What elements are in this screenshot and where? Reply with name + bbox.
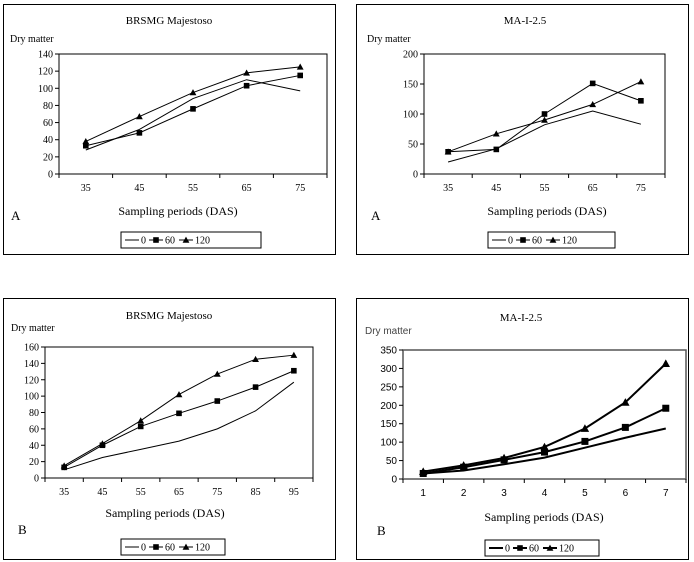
legend [488, 232, 615, 248]
data-point-60 [253, 384, 259, 390]
chart-svg-1 [357, 5, 690, 256]
x-tick-label: 65 [241, 183, 252, 194]
data-point-120 [137, 417, 144, 423]
legend-label-120: 120 [559, 543, 574, 555]
x-tick-label: 6 [622, 488, 629, 499]
data-point-60 [494, 147, 500, 153]
y-tick-label: 60 [43, 118, 53, 130]
y-tick-label: 0 [391, 474, 397, 486]
data-point-60 [590, 81, 596, 87]
x-tick-label: 45 [97, 487, 108, 498]
x-tick-label: 3 [501, 488, 507, 499]
chart-title: MA-I-2.5 [499, 312, 543, 324]
y-tick-label: 350 [380, 345, 397, 357]
data-point-60 [214, 398, 220, 404]
data-point-60 [638, 98, 644, 104]
data-point-60 [176, 411, 182, 417]
series-line-60 [423, 408, 666, 473]
y-tick-label: 50 [385, 456, 397, 468]
legend-label-60: 60 [532, 235, 542, 247]
data-point-60 [137, 130, 143, 136]
data-point-120 [290, 352, 297, 358]
y-tick-label: 100 [24, 391, 39, 403]
y-axis-label: Dry matter [11, 323, 55, 334]
chart-title: MA-I-2.5 [503, 15, 547, 27]
chart-svg-2 [4, 299, 337, 561]
legend [121, 539, 225, 555]
x-axis-label: Sampling periods (DAS) [105, 506, 225, 520]
series-line-60 [64, 371, 294, 468]
legend-label-120: 120 [562, 235, 577, 247]
y-tick-label: 160 [24, 342, 39, 354]
data-point-120 [589, 101, 596, 107]
data-point-120 [662, 359, 670, 367]
legend-label-60: 60 [165, 542, 175, 554]
x-tick-label: 55 [135, 487, 146, 498]
chart-panel-b-ma [356, 298, 689, 560]
x-tick-label: 35 [80, 183, 91, 194]
x-tick-label: 95 [288, 487, 299, 498]
y-tick-label: 100 [38, 83, 53, 95]
x-tick-label: 55 [188, 183, 198, 194]
x-axis-label: Sampling periods (DAS) [484, 510, 604, 524]
y-tick-label: 100 [380, 437, 397, 449]
y-tick-label: 300 [380, 363, 397, 375]
y-tick-label: 150 [403, 79, 418, 91]
legend-label-0: 0 [141, 235, 146, 247]
data-point-120 [190, 89, 197, 95]
data-point-120 [176, 391, 183, 397]
chart-panel-b-majestoso [3, 298, 336, 560]
y-axis-label: Dry matter [10, 34, 54, 45]
x-tick-label: 75 [635, 183, 646, 194]
y-tick-label: 80 [43, 100, 53, 112]
data-point-60 [662, 405, 669, 412]
legend-label-0: 0 [141, 542, 146, 554]
y-tick-label: 20 [43, 152, 53, 164]
series-line-120 [64, 355, 294, 466]
y-tick-label: 60 [29, 424, 39, 436]
y-tick-label: 140 [38, 49, 53, 61]
data-point-60 [291, 368, 297, 374]
legend-marker-60 [520, 237, 526, 243]
plot-area [403, 350, 686, 479]
legend [485, 540, 599, 556]
x-tick-label: 75 [212, 487, 223, 498]
legend-label-0: 0 [508, 235, 513, 247]
x-tick-label: 7 [663, 488, 669, 499]
data-point-120 [214, 371, 221, 377]
series-60 [61, 368, 296, 470]
y-tick-label: 200 [380, 400, 397, 412]
y-tick-label: 150 [380, 419, 397, 431]
y-tick-label: 20 [29, 457, 39, 469]
x-tick-label: 55 [539, 183, 550, 194]
data-point-120 [638, 78, 645, 84]
data-point-60 [297, 73, 303, 79]
x-tick-label: 35 [443, 183, 454, 194]
chart-title: BRSMG Majestoso [125, 310, 213, 322]
y-tick-label: 120 [24, 375, 39, 387]
x-tick-label: 85 [250, 487, 261, 498]
legend-marker-60 [517, 545, 523, 551]
y-tick-label: 40 [29, 440, 39, 452]
legend-label-0: 0 [505, 543, 510, 555]
y-tick-label: 0 [34, 473, 39, 485]
panel-label: A [11, 208, 21, 223]
x-tick-label: 4 [541, 488, 548, 499]
y-tick-label: 50 [408, 139, 418, 151]
legend [121, 232, 261, 248]
x-tick-label: 65 [174, 487, 184, 498]
legend-label-120: 120 [195, 235, 210, 247]
data-point-60 [190, 106, 196, 112]
y-tick-label: 140 [24, 358, 39, 370]
y-axis-label: Dry matter [365, 326, 412, 337]
y-tick-label: 120 [38, 66, 53, 78]
panel-label: A [371, 208, 381, 223]
data-point-60 [581, 438, 588, 445]
chart-svg-3 [357, 299, 690, 561]
y-tick-label: 0 [413, 169, 418, 181]
x-axis-label: Sampling periods (DAS) [487, 204, 607, 218]
data-point-120 [82, 138, 89, 144]
legend-marker-60 [153, 237, 159, 243]
chart-svg-0 [4, 5, 337, 256]
panel-label: B [377, 523, 386, 538]
y-tick-label: 80 [29, 408, 39, 419]
y-tick-label: 40 [43, 135, 53, 147]
data-point-60 [542, 111, 548, 117]
data-point-60 [244, 83, 250, 89]
panel-label: B [18, 522, 27, 537]
x-tick-label: 45 [134, 183, 145, 194]
x-tick-label: 35 [59, 487, 70, 498]
series-line-120 [86, 67, 300, 142]
legend-marker-60 [153, 544, 159, 550]
y-tick-label: 200 [403, 49, 418, 61]
x-tick-label: 1 [420, 488, 426, 499]
legend-label-120: 120 [195, 542, 210, 554]
x-tick-label: 2 [460, 488, 467, 499]
x-axis-label: Sampling periods (DAS) [118, 204, 238, 218]
y-tick-label: 0 [48, 169, 53, 181]
chart-panel-a-ma [356, 4, 689, 255]
legend-label-60: 60 [165, 235, 175, 247]
y-axis-label: Dry matter [367, 34, 411, 45]
data-point-120 [297, 63, 304, 69]
y-tick-label: 100 [403, 109, 418, 121]
x-tick-label: 5 [582, 488, 588, 499]
series-60 [83, 73, 303, 149]
data-point-60 [138, 424, 144, 430]
chart-panel-a-majestoso [3, 4, 336, 255]
series-120 [82, 63, 303, 144]
plot-area [59, 54, 327, 174]
y-tick-label: 250 [380, 382, 397, 394]
chart-title: BRSMG Majestoso [125, 15, 213, 27]
legend-label-60: 60 [529, 543, 539, 555]
data-point-60 [622, 424, 629, 431]
data-point-120 [136, 113, 143, 119]
series-120 [61, 352, 298, 469]
x-tick-label: 45 [491, 183, 502, 194]
x-tick-label: 75 [295, 183, 306, 194]
x-tick-label: 65 [587, 183, 598, 194]
